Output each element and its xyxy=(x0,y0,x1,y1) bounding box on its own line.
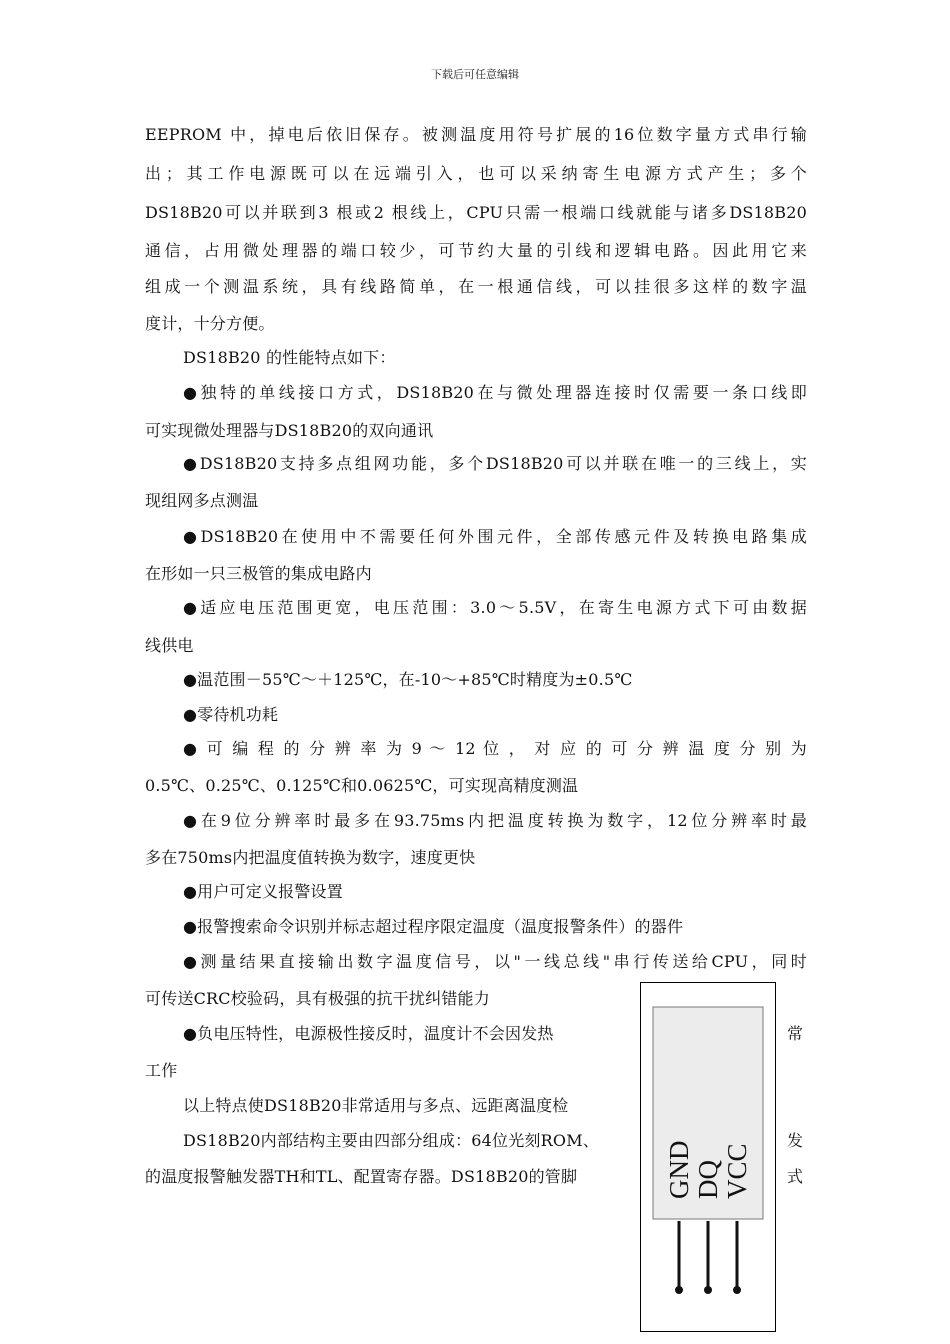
bullet-continuation: 0.5℃、0.25℃、0.125℃和0.0625℃，可实现高精度测温 xyxy=(145,776,579,795)
paragraph-line: 出；其工作电源既可以在远端引入，也可以采纳寄生电源方式产生；多个 xyxy=(145,164,807,183)
pin-label-dq: DQ xyxy=(693,1160,723,1199)
bullet-item: ●负电压特性，电源极性接反时，温度计不会因发热 xyxy=(183,1024,554,1043)
bullet-continuation: 工作 xyxy=(145,1061,178,1080)
bullet-item: ●在9位分辨率时最多在93.75ms内把温度转换为数字，12位分辨率时最 xyxy=(183,811,807,830)
paragraph-line: DS18B20可以并联到3 根或2 根线上，CPU只需一根端口线就能与诸多DS18B20 xyxy=(145,203,807,222)
ds18b20-pinout-figure xyxy=(640,982,776,1332)
paragraph-line: 组成一个测温系统，具有线路简单，在一根通信线，可以挂很多这样的数字温 xyxy=(145,277,807,296)
bullet-item: ● 可 编 程 的 分 辨 率 为 9 ～ 12 位 ， 对 应 的 可 分 辨 温 度 分 别 为 xyxy=(183,739,807,758)
bullet-item: ●DS18B20支持多点组网功能，多个DS18B20可以并联在唯一的三线上，实 xyxy=(183,454,807,473)
section-heading: DS18B20 的性能特点如下： xyxy=(183,348,396,367)
bullet-item: ●用户可定义报警设置 xyxy=(183,882,343,901)
bullet-item: ●适应电压范围更宽，电压范围：3.0～5.5V，在寄生电源方式下可由数据 xyxy=(183,598,807,617)
bullet-item: ●报警搜索命令识别并标志超过程序限定温度（温度报警条件）的器件 xyxy=(183,917,684,936)
bullet-continuation: 现组网多点测温 xyxy=(145,491,259,510)
bullet-item: ●独特的单线接口方式，DS18B20在与微处理器连接时仅需要一条口线即 xyxy=(183,383,807,402)
sensor-package-diagram xyxy=(641,983,777,1333)
pin-end-gnd xyxy=(675,1286,683,1294)
clipped-text-fragment: 常 xyxy=(787,1024,804,1043)
bullet-continuation: 多在750ms内把温度值转换为数字，速度更快 xyxy=(145,848,476,867)
bullet-continuation: 可传送CRC校验码，具有极强的抗干扰纠错能力 xyxy=(145,989,490,1008)
paragraph-line: EEPROM 中，掉电后依旧保存。被测温度用符号扩展的16位数字量方式串行输 xyxy=(145,125,807,144)
bullet-continuation: 线供电 xyxy=(145,636,194,655)
bullet-item: ●零待机功耗 xyxy=(183,705,279,724)
bullet-continuation: 在形如一只三极管的集成电路内 xyxy=(145,564,372,583)
paragraph-line: 以上特点使DS18B20非常适用与多点、远距离温度检 xyxy=(183,1096,569,1115)
bullet-continuation: 可实现微处理器与DS18B20的双向通讯 xyxy=(145,421,434,440)
paragraph-line: 通信，占用微处理器的端口较少，可节约大量的引线和逻辑电路。因此用它来 xyxy=(145,241,807,260)
pin-end-vcc xyxy=(733,1286,741,1294)
page-header: 下载后可任意编辑 xyxy=(431,68,519,81)
pin-label-gnd: GND xyxy=(664,1140,694,1199)
paragraph-line: DS18B20内部结构主要由四部分组成：64位光刻ROM、 xyxy=(183,1131,599,1150)
bullet-item: ●温范围－55℃～＋125℃，在-10～+85℃时精度为±0.5℃ xyxy=(183,670,633,689)
paragraph-line: 的温度报警触发器TH和TL、配置寄存器。DS18B20的管脚 xyxy=(145,1167,578,1186)
bullet-item: ●测量结果直接输出数字温度信号，以"一线总线"串行传送给CPU，同时 xyxy=(183,952,807,971)
paragraph-line: 度计，十分方便。 xyxy=(145,314,275,333)
clipped-text-fragment: 发 xyxy=(787,1131,804,1150)
pin-label-vcc: VCC xyxy=(722,1143,752,1199)
bullet-item: ●DS18B20在使用中不需要任何外围元件，全部传感元件及转换电路集成 xyxy=(183,527,807,546)
pin-end-dq xyxy=(704,1286,712,1294)
clipped-text-fragment: 式 xyxy=(787,1167,804,1186)
